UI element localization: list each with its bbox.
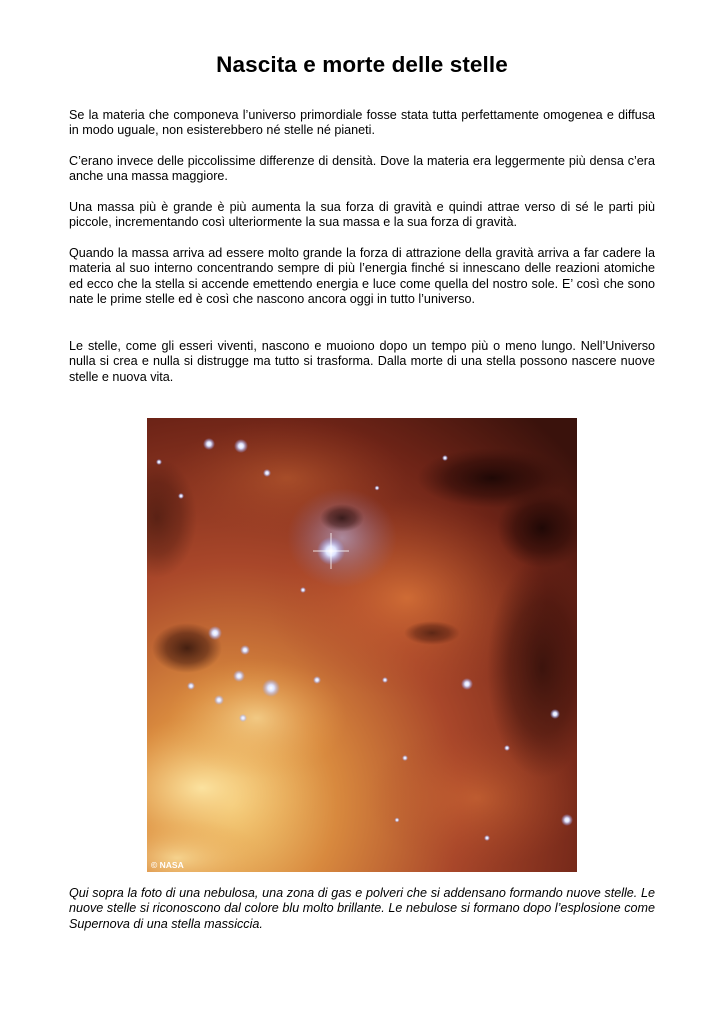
paragraph-4: Quando la massa arriva ad essere molto grande la forza di attrazione della gravità arriva a far cadere la materia al suo interno concentrando sempre di più l’energia finché si innescano delle reazioni atomiche ed ecco che la stella si accende emettendo energia e luce come quella del nostro sole. E’ così che sono nate le prime stelle ed è così che nascono ancora oggi in tutto l’universo. (69, 246, 655, 306)
photo-credit: © NASA (151, 860, 184, 870)
paragraph-3: Una massa più è grande è più aumenta la sua forza di gravità e quindi attrae verso di sé le parti più piccole, incrementando così ulteriormente la sua massa e la sua forza di gravità. (69, 200, 655, 230)
paragraph-1: Se la materia che componeva l’universo primordiale fosse stata tutta perfettamente omogenea e diffusa in modo uguale, non esisterebbero né stelle né pianeti. (69, 108, 655, 138)
nebula-image (147, 418, 577, 872)
photo-caption: Qui sopra la foto di una nebulosa, una zona di gas e polveri che si addensano formando nuove stelle. Le nuove stelle si riconoscono dal colore blu molto brillante. Le nebulose si formano dopo l’esplosione come Supernova di una stella massiccia. (69, 886, 655, 931)
nebula-photo (147, 418, 577, 872)
page-title: Nascita e morte delle stelle (216, 52, 508, 77)
paragraph-2: C’erano invece delle piccolissime differenze di densità. Dove la materia era leggermente più densa c’era anche una massa maggiore. (69, 154, 655, 184)
paragraph-5: Le stelle, come gli esseri viventi, nascono e muoiono dopo un tempo più o meno lungo. Nell’Universo nulla si crea e nulla si distrugge ma tutto si trasforma. Dalla morte di una stella possono nascere nuove stelle e nuova vita. (69, 339, 655, 384)
